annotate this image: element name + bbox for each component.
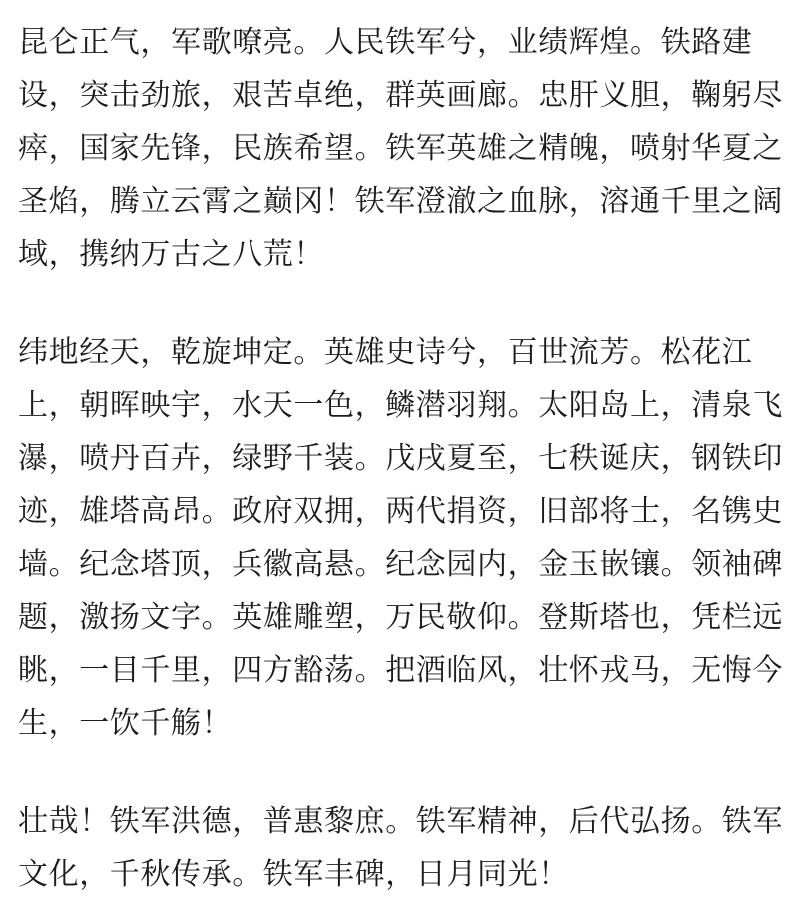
text-line: 域，携纳万古之八荒！ bbox=[18, 237, 324, 272]
paragraph-spacer bbox=[18, 281, 788, 326]
text-line: 生，一饮千觞！ bbox=[18, 706, 233, 741]
text-line: 题，激扬文字。英雄雕塑，万民敬仰。登斯塔也，凭栏远 bbox=[18, 600, 783, 635]
text-line: 昆仑正气，军歌嘹亮。人民铁军兮，业绩辉煌。铁路建 bbox=[18, 25, 753, 60]
text-line: 圣焰，腾立云霄之巅冈！铁军澄澈之血脉，溶通千里之阔 bbox=[18, 184, 783, 219]
paragraph-1 bbox=[18, 16, 788, 281]
text-line: 纬地经天，乾旋坤定。英雄史诗兮，百世流芳。松花江 bbox=[18, 335, 753, 370]
text-line: 壮哉！铁军洪德，普惠黎庶。铁军精神，后代弘扬。铁军 bbox=[18, 804, 783, 839]
paragraph-spacer bbox=[18, 750, 788, 795]
paragraph-3 bbox=[18, 795, 788, 901]
text-line: 墙。纪念塔顶，兵徽高悬。纪念园内，金玉嵌镶。领袖碑 bbox=[18, 547, 783, 582]
text-line: 上，朝晖映宇，水天一色，鳞潜羽翔。太阳岛上，清泉飞 bbox=[18, 388, 783, 423]
document-body bbox=[18, 16, 788, 901]
text-line: 设，突击劲旅，艰苦卓绝，群英画廊。忠肝义胆，鞠躬尽 bbox=[18, 78, 783, 113]
text-line: 文化，千秋传承。铁军丰碑，日月同光！ bbox=[18, 857, 569, 892]
paragraph-2 bbox=[18, 326, 788, 750]
text-line: 瘁，国家先锋，民族希望。铁军英雄之精魄，喷射华夏之 bbox=[18, 131, 783, 166]
text-line: 瀑，喷丹百卉，绿野千装。戊戌夏至，七秩诞庆，钢铁印 bbox=[18, 441, 783, 476]
text-line: 迹，雄塔高昂。政府双拥，两代捐资，旧部将士，名镌史 bbox=[18, 494, 783, 529]
text-line: 眺，一目千里，四方豁荡。把酒临风，壮怀戎马，无悔今 bbox=[18, 653, 783, 688]
